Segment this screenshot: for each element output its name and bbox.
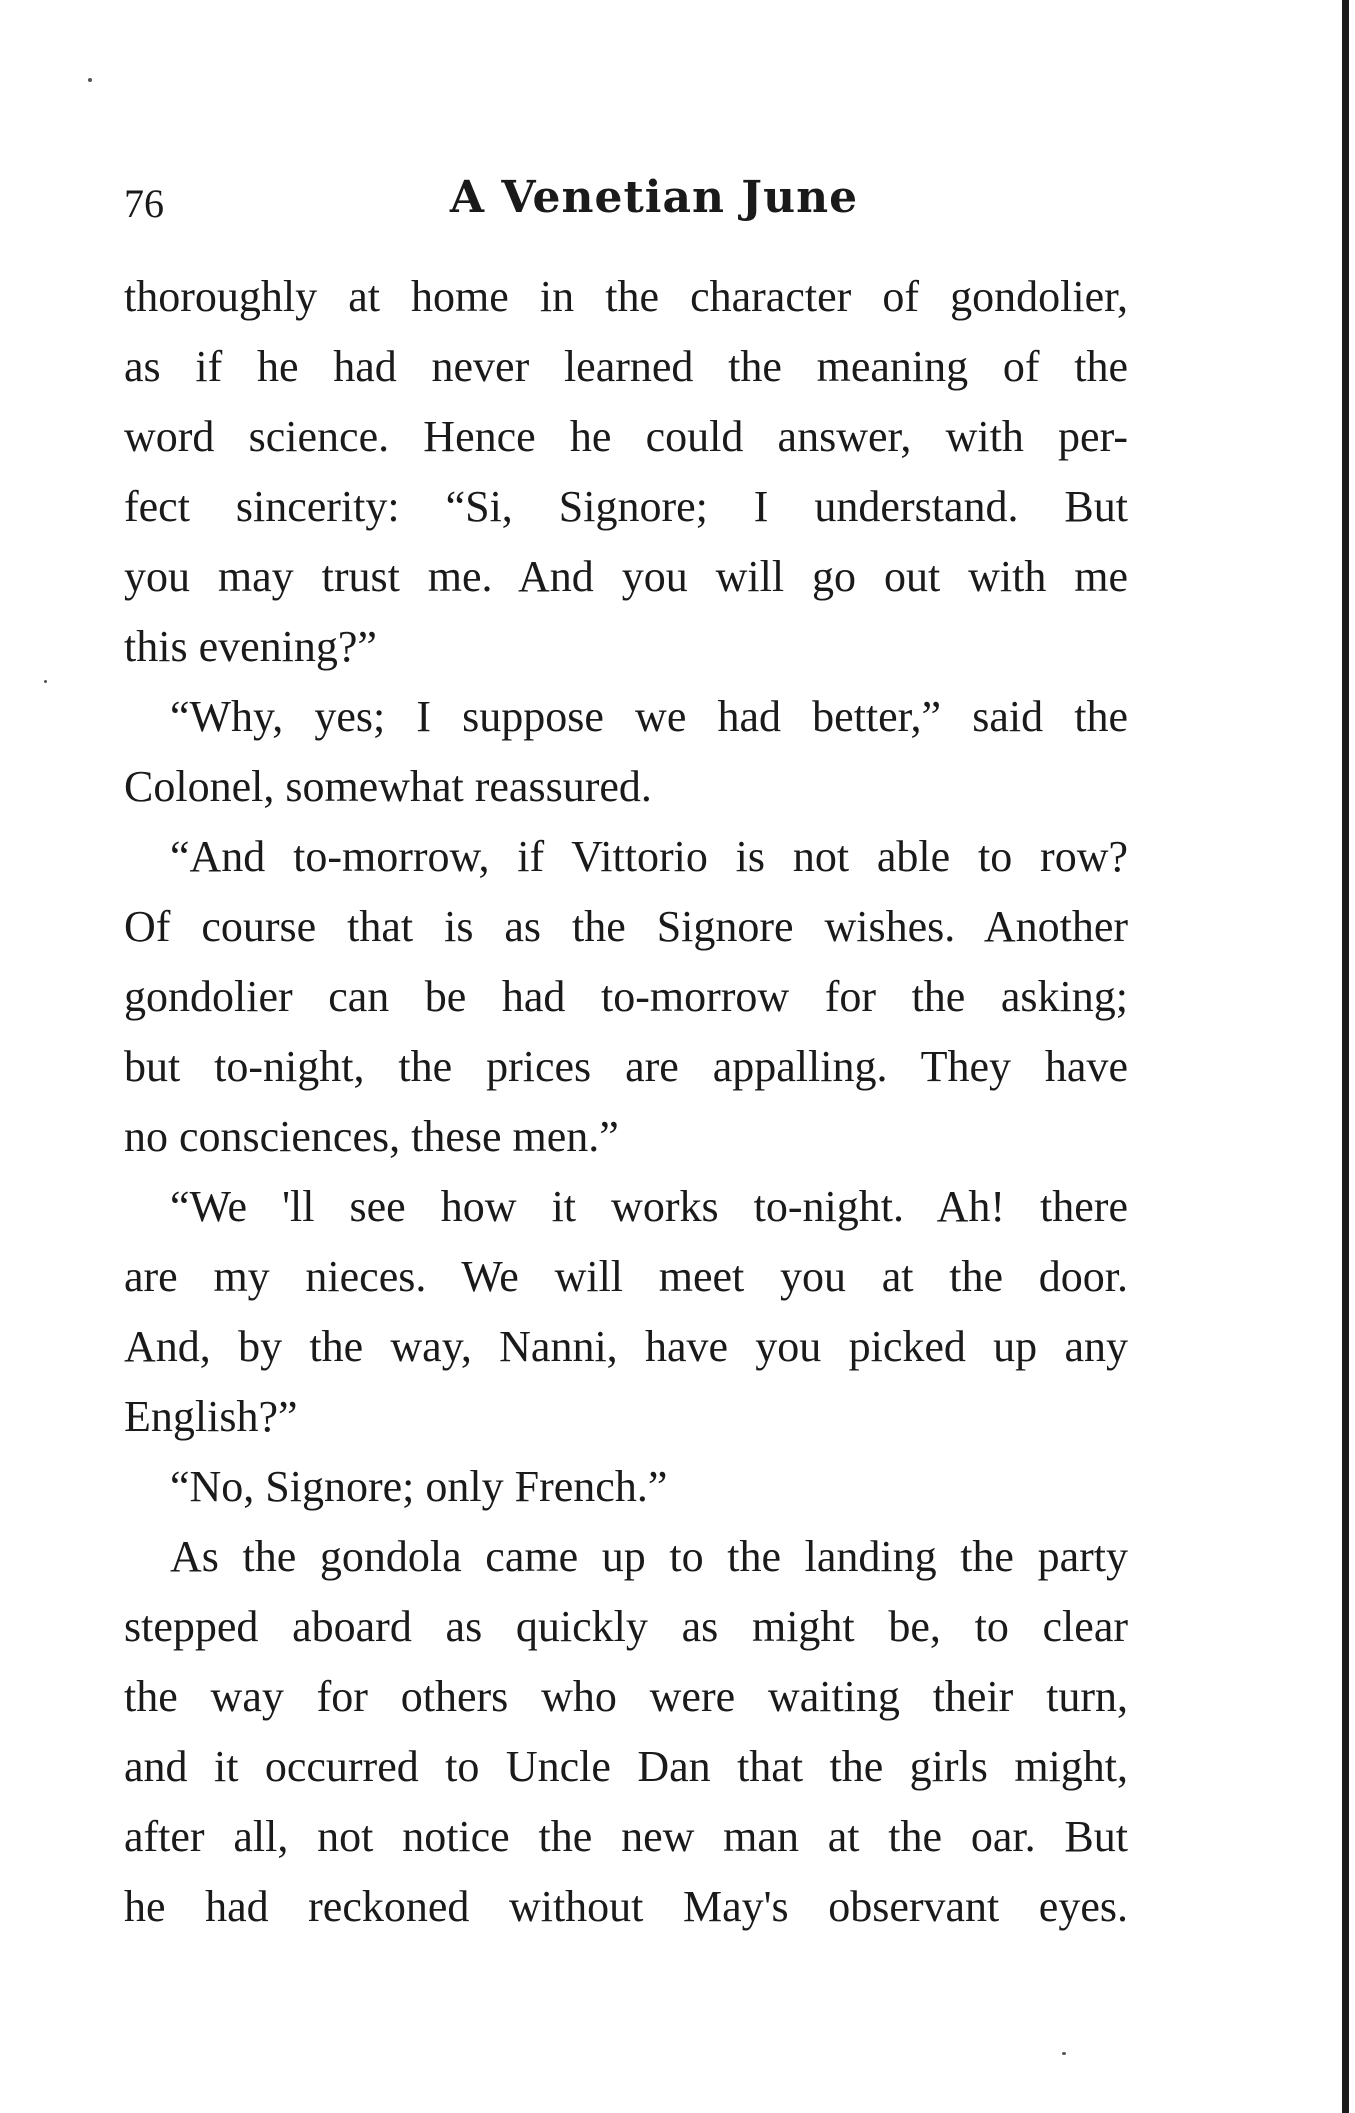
- text-line: are my nieces. We will meet you at the door.: [124, 1252, 1128, 1301]
- text-line: the way for others who were waiting their turn,: [124, 1672, 1128, 1721]
- text-line: Colonel, somewhat reassured.: [124, 762, 652, 811]
- text-line: stepped aboard as quickly as might be, to clear: [124, 1602, 1128, 1651]
- text-line: And, by the way, Nanni, have you picked up any: [124, 1322, 1128, 1371]
- scan-speck: [88, 78, 92, 82]
- text-line: no consciences, these men.”: [124, 1112, 619, 1161]
- text-line: “And to-morrow, if Vittorio is not able to row?: [170, 832, 1128, 881]
- text-line: but to-night, the prices are appalling. They have: [124, 1042, 1128, 1091]
- running-title: A Venetian June: [449, 172, 859, 223]
- text-line: As the gondola came up to the landing the party: [170, 1532, 1128, 1581]
- page-edge-shadow: [1342, 0, 1349, 2113]
- body-text: [124, 262, 1128, 1942]
- text-line: after all, not notice the new man at the oar. But: [124, 1812, 1128, 1861]
- text-line: he had reckoned without May's observant eyes.: [124, 1882, 1128, 1931]
- page-number: 76: [124, 181, 164, 226]
- text-line: you may trust me. And you will go out with me: [124, 552, 1128, 601]
- text-line: word science. Hence he could answer, with per-: [124, 412, 1128, 461]
- page-header: [124, 168, 1129, 238]
- text-line: fect sincerity: “Si, Signore; I understand. But: [124, 482, 1128, 531]
- scan-speck: [1062, 2052, 1066, 2055]
- text-line: “Why, yes; I suppose we had better,” said the: [170, 692, 1128, 741]
- text-line: as if he had never learned the meaning of the: [124, 342, 1128, 391]
- text-line: English?”: [124, 1392, 298, 1441]
- scan-speck: [44, 680, 47, 683]
- text-line: Of course that is as the Signore wishes. Another: [124, 902, 1128, 951]
- text-line: “We 'll see how it works to-night. Ah! there: [170, 1182, 1128, 1231]
- text-line: “No, Signore; only French.”: [170, 1462, 668, 1511]
- text-line: gondolier can be had to-morrow for the asking;: [124, 972, 1128, 1021]
- text-line: and it occurred to Uncle Dan that the girls might,: [124, 1742, 1128, 1791]
- text-line: this evening?”: [124, 622, 377, 671]
- text-line: thoroughly at home in the character of gondolier,: [124, 272, 1128, 321]
